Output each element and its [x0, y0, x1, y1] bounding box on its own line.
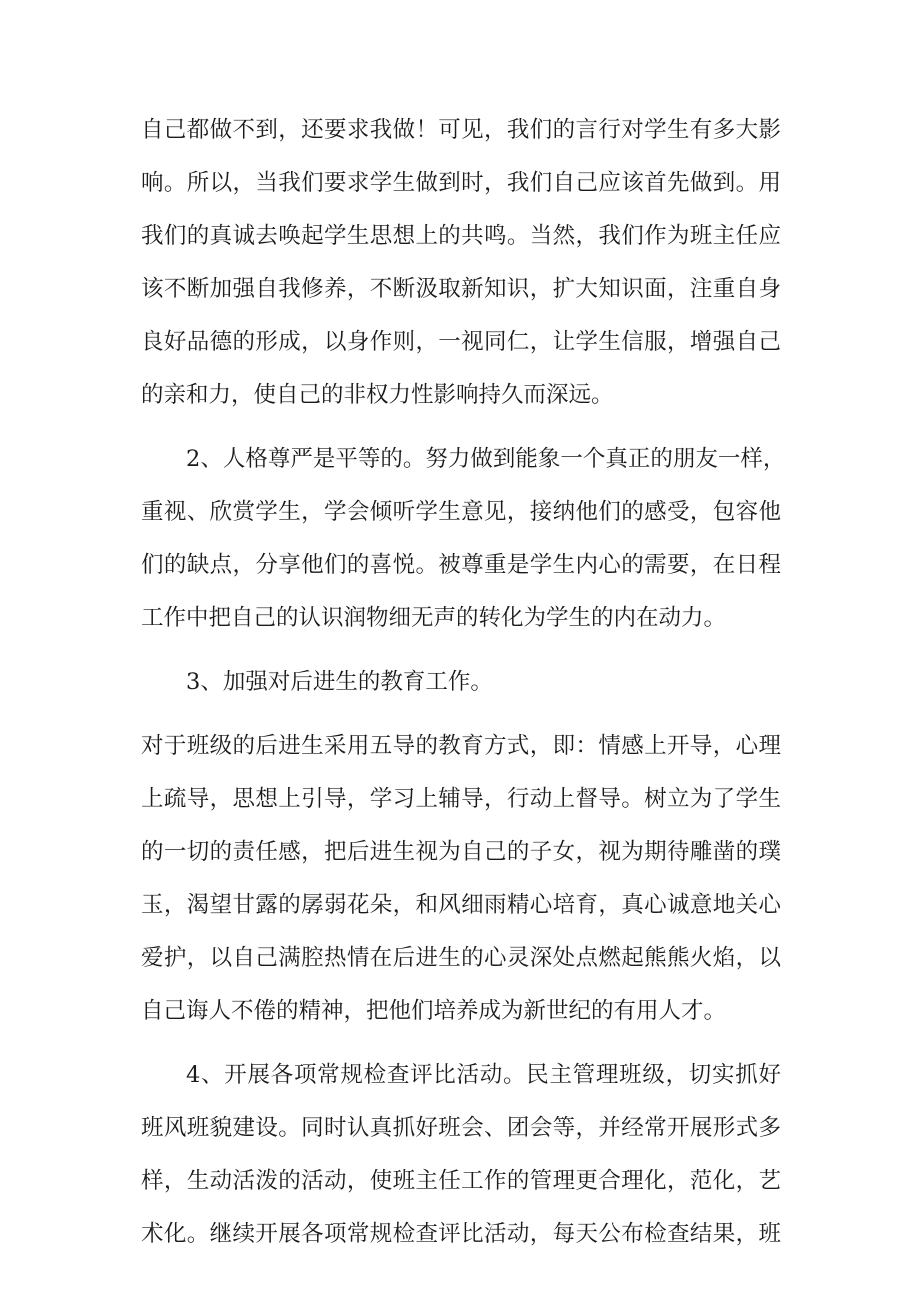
text-line: 班风班貌建设。同时认真抓好班会、团会等，并经常开展形式多 [141, 1115, 781, 1141]
text-line: 2、人格尊严是平等的。努力做到能象一个真正的朋友一样， [186, 446, 786, 472]
text-line: 4、开展各项常规检查评比活动。民主管理班级，切实抓好 [186, 1062, 781, 1088]
text-line: 自己都做不到，还要求我做！可见，我们的言行对学生有多大影 [141, 117, 781, 143]
text-line: 样，生动活泼的活动，使班主任工作的管理更合理化，范化，艺 [141, 1168, 781, 1194]
text-line: 响。所以，当我们要求学生做到时，我们自己应该首先做到。用 [141, 170, 781, 196]
text-line: 该不断加强自我修养，不断汲取新知识，扩大知识面，注重自身 [141, 276, 781, 302]
text-line: 3、加强对后进生的教育工作。 [186, 669, 493, 695]
paragraph-gap [141, 645, 781, 656]
text-line: 良好品德的形成，以身作则，一视同仁，让学生信服，增强自己 [141, 329, 781, 355]
text-line: 们的缺点，分享他们的喜悦。被尊重是学生内心的需要，在日程 [141, 552, 781, 578]
text-line: 自己诲人不倦的精神，把他们培养成为新世纪的有用人才。 [141, 998, 727, 1024]
text-line: 术化。继续开展各项常规检查评比活动，每天公布检查结果，班 [141, 1221, 781, 1247]
text-line: 的亲和力，使自己的非权力性影响持久而深远。 [141, 382, 614, 408]
text-line: 的一切的责任感，把后进生视为自己的子女，视为期待雕凿的璞 [141, 839, 781, 865]
text-line: 对于班级的后进生采用五导的教育方式，即：情感上开导，心理 [141, 733, 781, 759]
paragraph-gap [141, 422, 781, 433]
text-line: 我们的真诚去唤起学生思想上的共鸣。当然，我们作为班主任应 [141, 223, 781, 249]
text-line: 上疏导，思想上引导，学习上辅导，行动上督导。树立为了学生 [141, 786, 781, 812]
document-body [141, 104, 786, 1261]
text-line: 玉，渴望甘露的孱弱花朵，和风细雨精心培育，真心诚意地关心 [141, 892, 781, 918]
paragraph-gap [141, 709, 781, 720]
text-line: 爱护，以自己满腔热情在后进生的心灵深处点燃起熊熊火焰，以 [141, 945, 781, 971]
text-line: 重视、欣赏学生，学会倾听学生意见，接纳他们的感受，包容他 [141, 499, 781, 525]
paragraph-gap [141, 1038, 781, 1049]
text-line: 工作中把自己的认识润物细无声的转化为学生的内在动力。 [141, 605, 727, 631]
